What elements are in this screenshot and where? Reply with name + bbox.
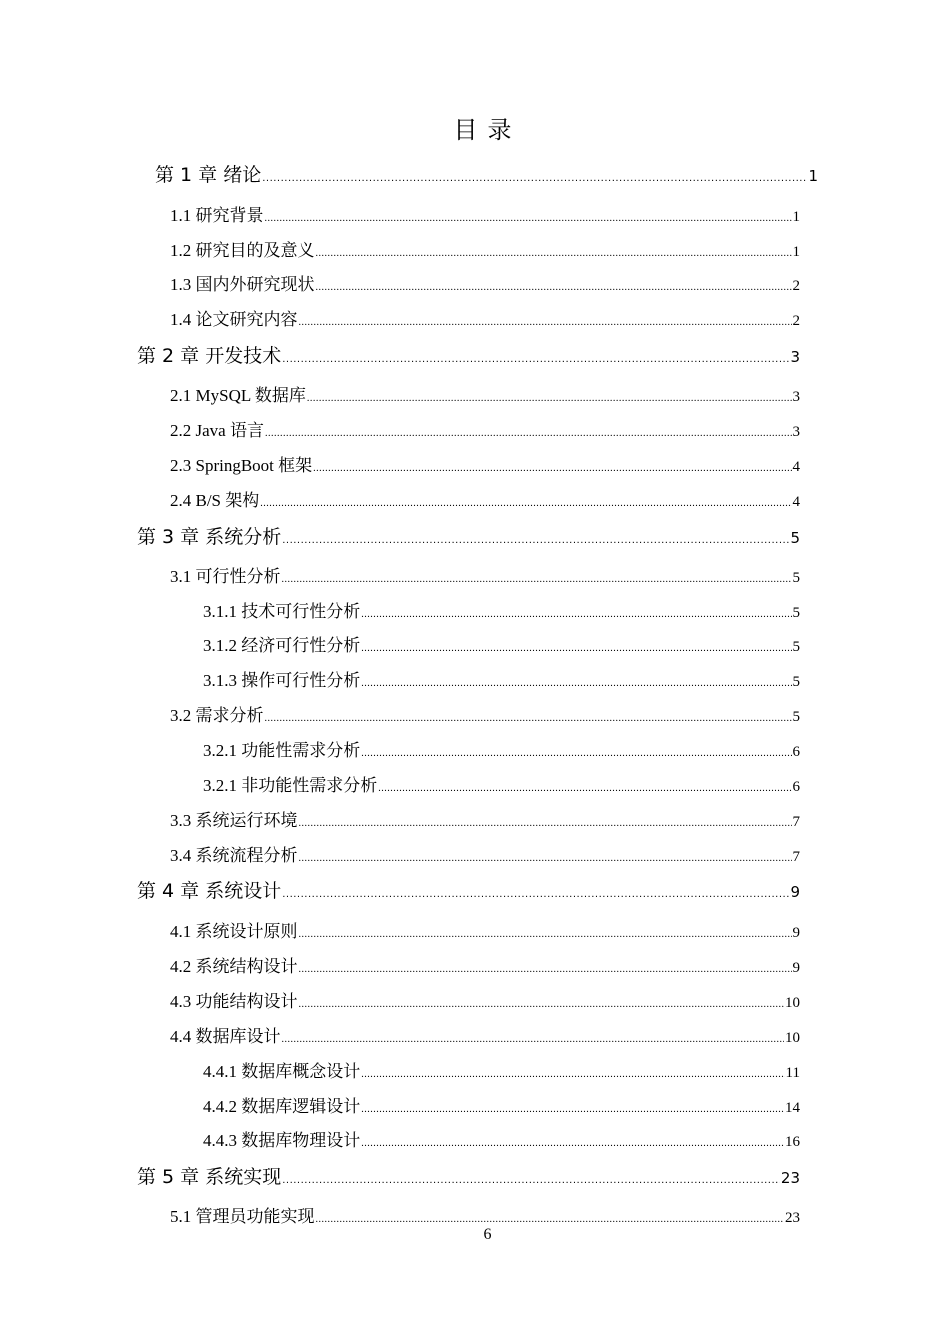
toc-entry-page-number: 6	[792, 744, 800, 760]
toc-chapter-entry[interactable]	[137, 876, 800, 903]
dot-leader	[265, 213, 792, 224]
toc-section-entry[interactable]	[170, 305, 800, 330]
toc-section-entry[interactable]	[170, 416, 800, 441]
toc-entry-page-number: 5	[792, 605, 800, 621]
toc-entry-page-number: 9	[792, 925, 800, 941]
dot-leader	[282, 535, 789, 546]
dot-leader	[299, 317, 792, 328]
dot-leader	[282, 889, 789, 900]
toc-entry-page-number: 23	[785, 1210, 800, 1226]
toc-entry-page-number: 5	[790, 529, 800, 547]
toc-entry-label: 3.2 需求分析	[170, 706, 264, 725]
toc-entry-page-number: 1	[808, 167, 818, 185]
toc-subsection-entry[interactable]	[203, 666, 800, 691]
toc-entry-label: 1.3 国内外研究现状	[170, 275, 315, 294]
toc-entry-label: 3.2.1 功能性需求分析	[203, 741, 361, 760]
dot-leader	[316, 248, 792, 259]
toc-entry-page-number: 4	[792, 494, 800, 510]
dot-leader	[299, 818, 792, 829]
toc-entry-page-number: 9	[790, 883, 800, 901]
toc-entry-page-number: 9	[792, 960, 800, 976]
dot-leader	[262, 173, 807, 184]
toc-entry-page-number: 6	[792, 779, 800, 795]
dot-leader	[361, 1104, 784, 1115]
toc-entry-label: 1.4 论文研究内容	[170, 310, 298, 329]
toc-entry-page-number: 14	[785, 1100, 800, 1116]
toc-section-entry[interactable]	[170, 701, 800, 726]
dot-leader	[361, 678, 791, 689]
dot-leader	[265, 428, 792, 439]
toc-entry-label: 5.1 管理员功能实现	[170, 1207, 315, 1226]
toc-entry-page-number: 5	[792, 570, 800, 586]
toc-subsection-entry[interactable]	[203, 597, 800, 622]
toc-section-entry[interactable]	[170, 562, 800, 587]
page-number: 6	[483, 1226, 492, 1243]
toc-entry-page-number: 1	[792, 209, 800, 225]
toc-entry-label: 2.2 Java 语言	[170, 421, 264, 440]
toc-entry-page-number: 11	[785, 1065, 800, 1081]
dot-leader	[260, 498, 791, 509]
toc-entry-label: 3.2.1 非功能性需求分析	[203, 776, 378, 795]
toc-entry-label: 4.4.3 数据库物理设计	[203, 1131, 361, 1150]
toc-entry-page-number: 5	[792, 709, 800, 725]
toc-chapter-entry[interactable]	[137, 1162, 800, 1189]
toc-entry-label: 1.1 研究背景	[170, 206, 264, 225]
dot-leader	[265, 713, 792, 724]
toc-entry-page-number: 1	[792, 244, 800, 260]
toc-title: 目录	[453, 116, 522, 144]
dot-leader	[282, 1175, 780, 1186]
toc-entry-page-number: 7	[792, 814, 800, 830]
toc-entry-page-number: 23	[780, 1169, 800, 1187]
toc-entry-page-number: 10	[785, 995, 800, 1011]
dot-leader	[316, 1214, 785, 1225]
dot-leader	[361, 643, 791, 654]
toc-section-entry[interactable]	[170, 841, 800, 866]
toc-subsection-entry[interactable]	[203, 771, 800, 796]
dot-leader	[313, 463, 791, 474]
toc-entry-page-number: 3	[792, 424, 800, 440]
toc-section-entry[interactable]	[170, 1022, 800, 1047]
toc-entry-label: 3.1 可行性分析	[170, 567, 281, 586]
toc-entry-label: 3.3 系统运行环境	[170, 811, 298, 830]
toc-subsection-entry[interactable]	[203, 1092, 800, 1117]
toc-section-entry[interactable]	[170, 952, 800, 977]
toc-entry-page-number: 2	[792, 313, 800, 329]
dot-leader	[316, 282, 792, 293]
toc-entry-page-number: 5	[792, 639, 800, 655]
dot-leader	[299, 964, 792, 975]
toc-chapter-entry[interactable]	[137, 522, 800, 549]
toc-entry-label: 3.1.2 经济可行性分析	[203, 636, 361, 655]
toc-entry-label: 4.4.2 数据库逻辑设计	[203, 1097, 361, 1116]
toc-entry-page-number: 2	[792, 278, 800, 294]
toc-entry-label: 3.1.3 操作可行性分析	[203, 671, 361, 690]
toc-section-entry[interactable]	[170, 270, 800, 295]
toc-entry-label: 第 1 章 绪论	[155, 164, 262, 186]
toc-entry-label: 第 5 章 系统实现	[137, 1166, 282, 1188]
toc-section-entry[interactable]	[170, 451, 800, 476]
toc-section-entry[interactable]	[170, 917, 800, 942]
toc-subsection-entry[interactable]	[203, 1126, 800, 1151]
toc-section-entry[interactable]	[170, 1202, 800, 1227]
toc-subsection-entry[interactable]	[203, 736, 800, 761]
dot-leader	[361, 1069, 784, 1080]
toc-entry-label: 第 3 章 系统分析	[137, 526, 282, 548]
dot-leader	[299, 929, 792, 940]
toc-entry-page-number: 10	[785, 1030, 800, 1046]
toc-entry-page-number: 3	[792, 389, 800, 405]
toc-entry-label: 2.4 B/S 架构	[170, 491, 260, 510]
toc-entry-page-number: 3	[790, 348, 800, 366]
toc-entry-label: 第 4 章 系统设计	[137, 880, 282, 902]
toc-subsection-entry[interactable]	[203, 1057, 800, 1082]
dot-leader	[282, 574, 792, 585]
toc-entry-page-number: 4	[792, 459, 800, 475]
toc-chapter-entry[interactable]	[137, 341, 800, 368]
toc-entry-label: 3.1.1 技术可行性分析	[203, 602, 361, 621]
toc-section-entry[interactable]	[170, 201, 800, 226]
toc-entry-page-number: 5	[792, 674, 800, 690]
toc-entry-label: 1.2 研究目的及意义	[170, 241, 315, 260]
dot-leader	[307, 393, 792, 404]
toc-chapter-entry[interactable]	[155, 160, 818, 187]
toc-entry-label: 4.4 数据库设计	[170, 1027, 281, 1046]
toc-entry-label: 4.1 系统设计原则	[170, 922, 298, 941]
dot-leader	[282, 354, 789, 365]
toc-entry-label: 4.2 系统结构设计	[170, 957, 298, 976]
toc-entry-label: 第 2 章 开发技术	[137, 345, 282, 367]
dot-leader	[299, 999, 785, 1010]
toc-subsection-entry[interactable]	[203, 631, 800, 656]
dot-leader	[378, 783, 791, 794]
toc-section-entry[interactable]	[170, 236, 800, 261]
toc-entry-label: 2.1 MySQL 数据库	[170, 386, 306, 405]
toc-section-entry[interactable]	[170, 987, 800, 1012]
toc-entry-page-number: 16	[785, 1134, 800, 1150]
dot-leader	[282, 1034, 785, 1045]
dot-leader	[361, 748, 791, 759]
toc-section-entry[interactable]	[170, 381, 800, 406]
toc-section-entry[interactable]	[170, 806, 800, 831]
toc-entry-label: 2.3 SpringBoot 框架	[170, 456, 313, 475]
toc-entry-label: 4.3 功能结构设计	[170, 992, 298, 1011]
toc-entry-page-number: 7	[792, 849, 800, 865]
toc-entry-label: 3.4 系统流程分析	[170, 846, 298, 865]
toc-entry-label: 4.4.1 数据库概念设计	[203, 1062, 361, 1081]
toc-section-entry[interactable]	[170, 486, 800, 511]
dot-leader	[361, 609, 791, 620]
dot-leader	[299, 853, 792, 864]
dot-leader	[361, 1138, 784, 1149]
